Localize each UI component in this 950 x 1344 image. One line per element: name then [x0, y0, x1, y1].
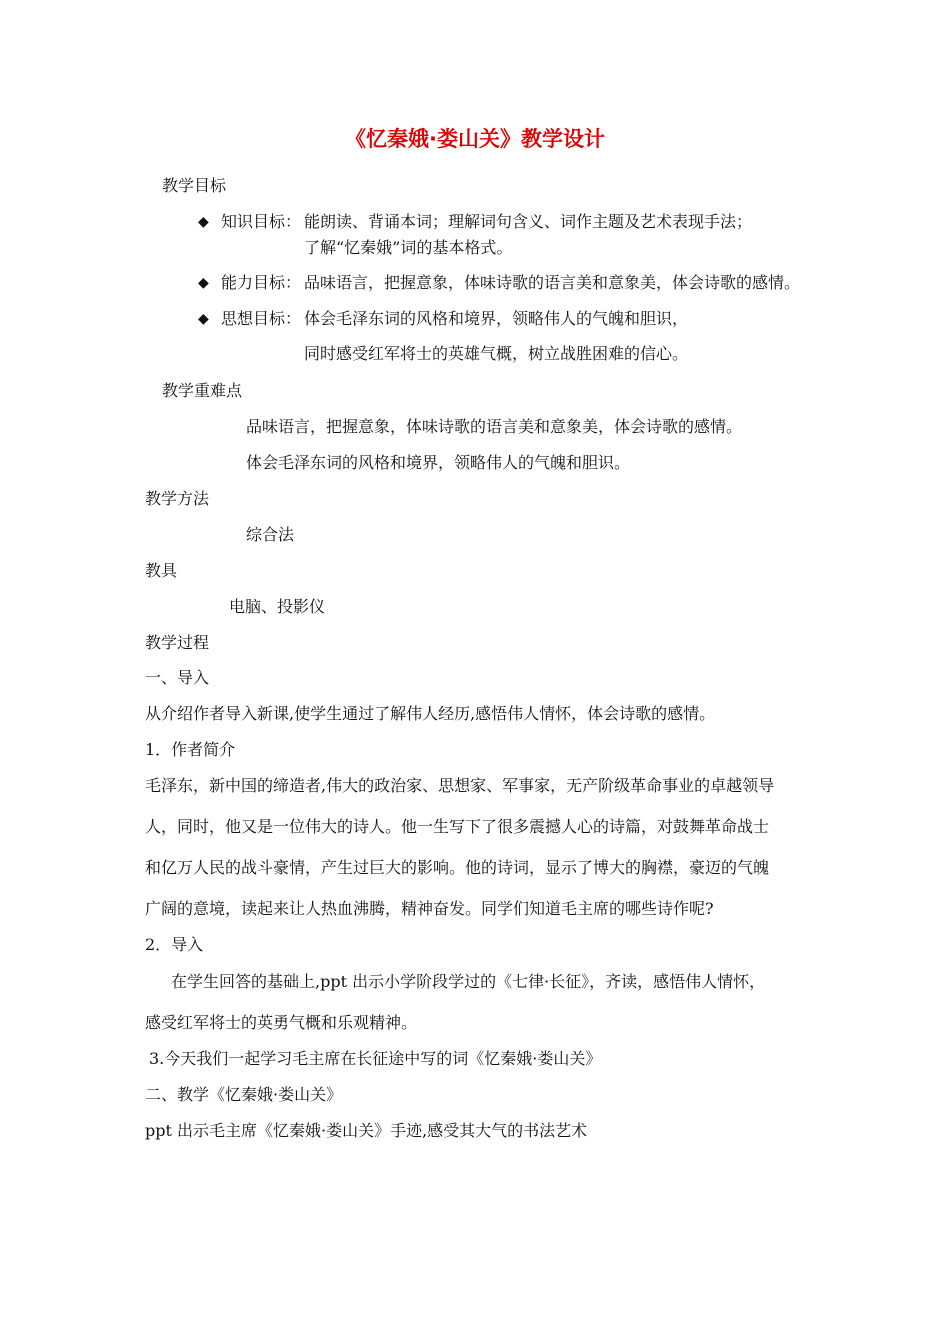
bullet-icon: ◆	[198, 214, 209, 230]
section1-intro: 从介绍作者导入新课,使学生通过了解伟人经历,感悟伟人情怀，体会诗歌的感情。	[145, 704, 716, 723]
sub2-heading: 2．导入	[145, 935, 204, 954]
sub1-paragraph-line-1: 毛泽东，新中国的缔造者,伟大的政治家、思想家、军事家，无产阶级革命事业的卓越领导	[145, 776, 775, 795]
sub1-paragraph-line-2: 人，同时，他又是一位伟大的诗人。他一生写下了很多震撼人心的诗篇，对鼓舞革命战士	[145, 817, 770, 836]
objectives-heading: 教学目标	[162, 176, 227, 195]
objective-thought-label: 思想目标：	[221, 309, 302, 328]
section2-line: ppt 出示毛主席《忆秦娥·娄山关》手迹,感受其大气的书法艺术	[145, 1121, 588, 1140]
section2-heading: 二、教学《忆秦娥·娄山关》	[145, 1085, 343, 1104]
objective-knowledge-label: 知识目标：	[221, 212, 302, 231]
method-value: 综合法	[246, 525, 295, 544]
tools-heading: 教具	[145, 561, 178, 580]
objective-knowledge-line-2: 了解“忆秦娥”词的基本格式。	[304, 238, 513, 257]
bullet-icon: ◆	[198, 275, 209, 291]
key-point-line-2: 体会毛泽东词的风格和境界，领略伟人的气魄和胆识。	[246, 453, 631, 472]
section1-heading: 一、导入	[145, 668, 210, 687]
sub1-heading: 1．作者简介	[145, 740, 236, 759]
method-heading: 教学方法	[145, 489, 210, 508]
objective-thought-line-1: 体会毛泽东词的风格和境界，领略伟人的气魄和胆识，	[304, 309, 689, 328]
objective-ability-label: 能力目标：	[221, 273, 302, 292]
document-title: 《忆秦娥·娄山关》教学设计	[345, 127, 605, 151]
sub1-paragraph-line-4: 广阔的意境，读起来让人热血沸腾，精神奋发。同学们知道毛主席的哪些诗作呢?	[145, 899, 714, 918]
objective-knowledge-line-1: 能朗读、背诵本词；理解词句含义、词作主题及艺术表现手法；	[304, 212, 753, 231]
sub2-paragraph-line-2: 感受红军将士的英勇气概和乐观精神。	[145, 1013, 418, 1032]
sub3-line: 3.今天我们一起学习毛主席在长征途中写的词《忆秦娥·娄山关》	[149, 1049, 602, 1068]
key-point-line-1: 品味语言，把握意象，体味诗歌的语言美和意象美，体会诗歌的感情。	[246, 417, 743, 436]
bullet-icon: ◆	[198, 311, 209, 327]
sub2-paragraph-line-1: 在学生回答的基础上,ppt 出示小学阶段学过的《七律·长征》，齐读，感悟伟人情怀，	[171, 972, 766, 991]
process-heading: 教学过程	[145, 633, 210, 652]
sub1-paragraph-line-3: 和亿万人民的战斗豪情，产生过巨大的影响。他的诗词，显示了博大的胸襟，豪迈的气魄	[145, 858, 770, 877]
key-points-heading: 教学重难点	[162, 381, 243, 400]
tools-value: 电脑、投影仪	[229, 597, 326, 616]
objective-ability-line-1: 品味语言，把握意象，体味诗歌的语言美和意象美，体会诗歌的感情。	[304, 273, 801, 292]
objective-thought-line-2: 同时感受红军将士的英雄气概，树立战胜困难的信心。	[304, 344, 689, 363]
